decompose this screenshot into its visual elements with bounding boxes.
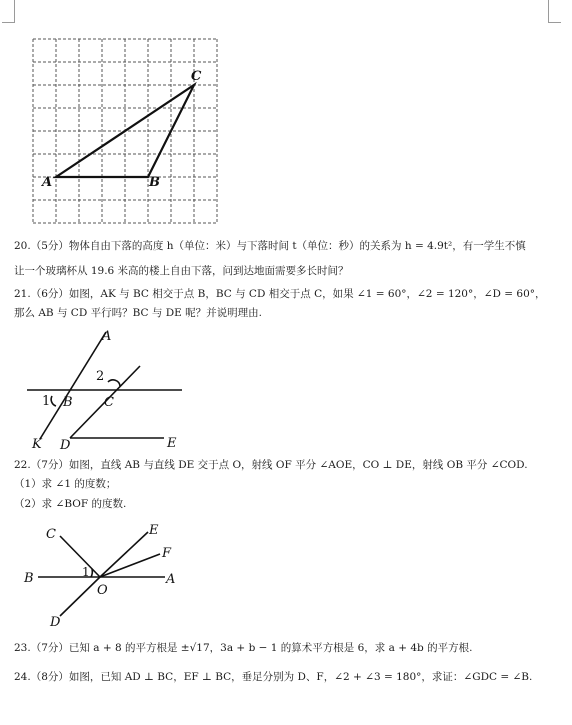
label-o: O xyxy=(97,583,108,598)
label-a: A xyxy=(42,175,53,190)
q22-line1: 22.（7分）如图，直线 AB 与直线 DE 交于点 O，射线 OF 平分 ∠AOE，CO ⊥ DE，射线 OB 平分 ∠COD. xyxy=(14,459,528,471)
label-d: D xyxy=(60,438,71,453)
label-num-2: 2 xyxy=(96,369,105,384)
label-e: E xyxy=(149,523,159,538)
label-b: B xyxy=(24,571,34,586)
label-c: C xyxy=(104,395,114,410)
label-b: B xyxy=(149,175,160,190)
label-a: A xyxy=(102,329,112,344)
label-a: A xyxy=(166,572,176,587)
q23-line1: 23.（7分）已知 a + 8 的平方根是 ±√17，3a + b − 1 的算术平方根是 6，求 a + 4b 的平方根. xyxy=(14,642,473,654)
label-b: B xyxy=(63,395,73,410)
q20-line2: 让一个玻璃杯从 19.6 米高的楼上自由下落，问到达地面需要多长时间？ xyxy=(14,265,349,277)
q20-line1: 20.（5分）物体自由下落的高度 h（单位：米）与下落时间 t（单位：秒）的关系为 h = 4.9t²，有一学生不慎 xyxy=(14,240,526,252)
q24-line1: 24.（8分）如图，已知 AD ⊥ BC，EF ⊥ BC，垂足分别为 D、F，∠2 + ∠3 = 180°，求证：∠GDC = ∠B. xyxy=(14,671,533,683)
crop-mark-left xyxy=(2,0,15,23)
q22-part2: （2）求 ∠BOF 的度数. xyxy=(14,498,127,510)
label-c: C xyxy=(46,527,56,542)
label-f: F xyxy=(162,546,172,561)
label-k: K xyxy=(32,437,42,452)
label-c: C xyxy=(191,69,202,84)
label-e: E xyxy=(167,436,177,451)
label-num-1: 1 xyxy=(42,394,51,409)
q21-line1: 21.（6分）如图，AK 与 BC 相交于点 B，BC 与 CD 相交于点 C，如果 ∠1 = 60°，∠2 = 120°，∠D = 60°， xyxy=(14,288,546,300)
figure-intersecting-lines xyxy=(20,518,190,630)
q21-line2: 那么 AB 与 CD 平行吗？BC 与 DE 呢？并说明理由. xyxy=(14,307,262,319)
figure-parallel-lines xyxy=(22,326,197,454)
q22-part1: （1）求 ∠1 的度数； xyxy=(14,478,117,490)
figure-triangle-grid xyxy=(28,34,223,228)
label-num-1: 1 xyxy=(82,565,90,579)
crop-mark-right xyxy=(548,0,561,23)
label-d: D xyxy=(50,615,61,630)
